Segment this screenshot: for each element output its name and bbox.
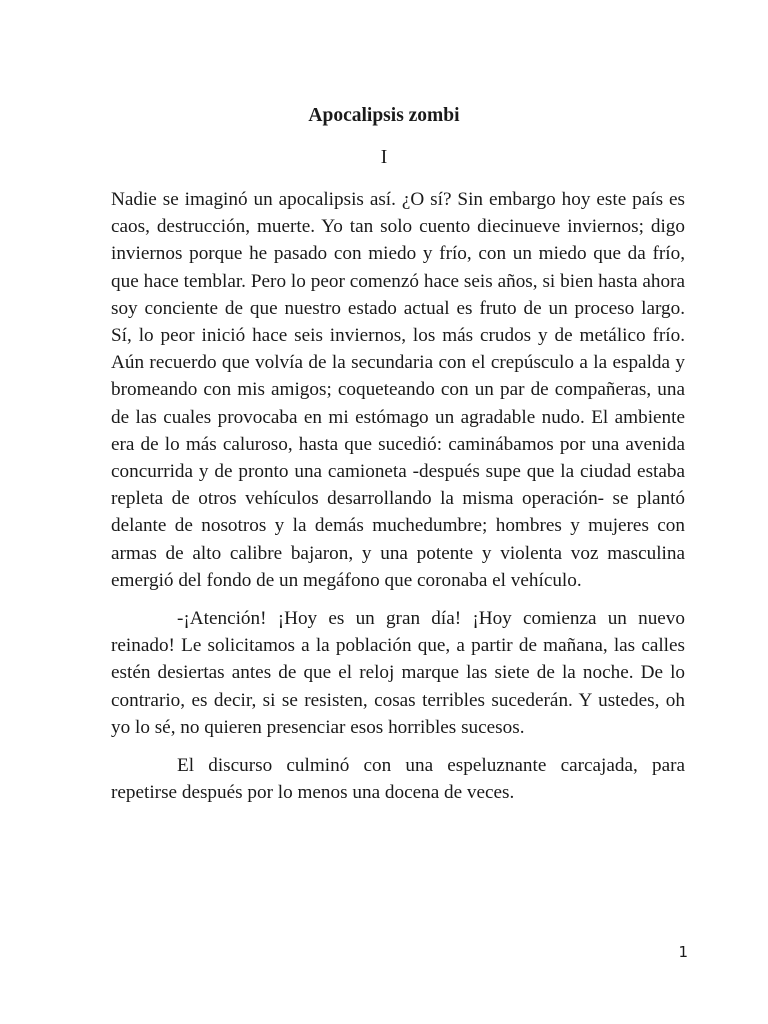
- document-title: Apocalipsis zombi: [308, 105, 460, 126]
- chapter-heading: I: [380, 147, 388, 168]
- document-body: [111, 186, 685, 817]
- paragraph-2: -¡Atención! ¡Hoy es un gran día! ¡Hoy comienza un nuevo reinado! Le solicitamos a la población que, a partir de mañana, las calles estén desiertas antes de que el reloj marque las siete de la noche. De lo contrario, es decir, si se resisten, cosas terribles sucederán. Y ustedes, oh yo lo sé, no quieren presenciar esos horribles sucesos.: [111, 608, 685, 738]
- paragraph-3: El discurso culminó con una espeluznante carcajada, para repetirse después por lo menos una docena de veces.: [111, 755, 685, 804]
- page-number: 1: [678, 943, 688, 961]
- paragraph-1: Nadie se imaginó un apocalipsis así. ¿O sí? Sin embargo hoy este país es caos, destrucción, muerte. Yo tan solo cuento diecinueve inviernos; digo inviernos porque he pasado con miedo y frío, con un miedo que da frío, que hace temblar. Pero lo peor comenzó hace seis años, si bien hasta ahora soy conciente de que nuestro estado actual es fruto de un proceso largo. Sí, lo peor inició hace seis inviernos, los más crudos y de metálico frío. Aún recuerdo que volvía de la secundaria con el crepúsculo a la espalda y bromeando con mis amigos; coqueteando con un par de compañeras, una de las cuales provocaba en mi estómago un agradable nudo. El ambiente era de lo más caluroso, hasta que sucedió: caminábamos por una avenida concurrida y de pronto una camioneta -después supe que la ciudad estaba repleta de otros vehículos desarrollando la misma operación- se plantó delante de nosotros y la demás muchedumbre; hombres y mujeres con armas de alto calibre bajaron, y una potente y violenta voz masculina emergió del fondo de un megáfono que coronaba el vehículo.: [111, 189, 685, 591]
